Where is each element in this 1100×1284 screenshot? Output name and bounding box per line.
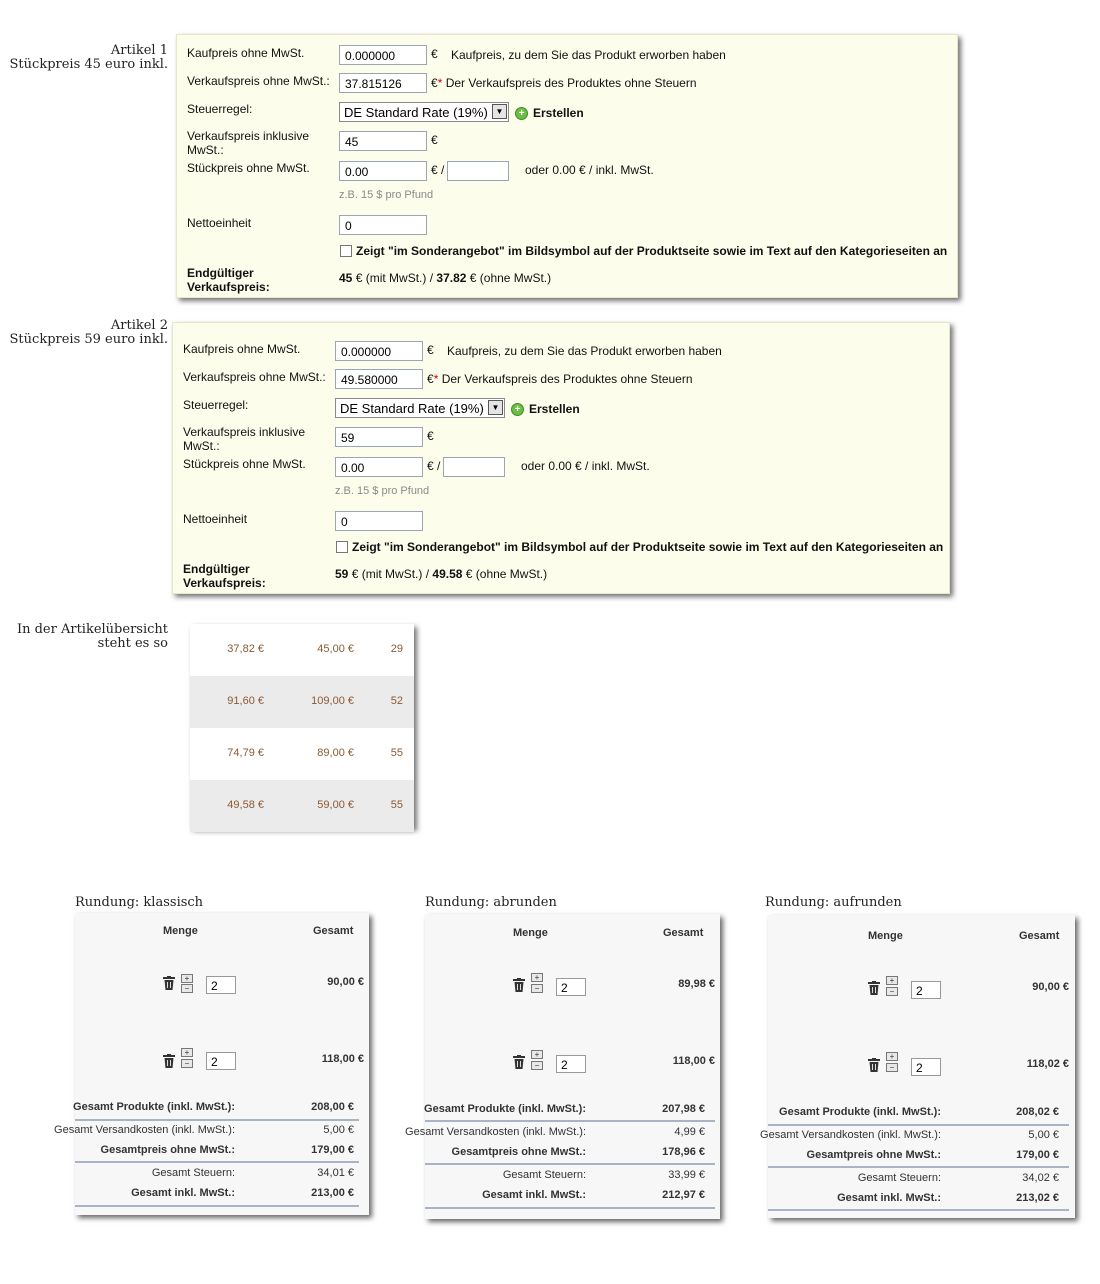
nettoeinheit-label: Nettoeinheit bbox=[187, 216, 252, 230]
cart-3-title: Rundung: aufrunden bbox=[765, 895, 902, 910]
decrease-qty-button[interactable]: − bbox=[886, 987, 898, 996]
stueckpreis-inkl: oder 0.00 € / inkl. MwSt. bbox=[521, 459, 650, 473]
line-total: 118,00 € bbox=[672, 1055, 715, 1067]
vk-inkl-label-line1: Verkaufspreis inklusive bbox=[187, 129, 310, 143]
dropdown-arrow-icon[interactable]: ▼ bbox=[492, 104, 507, 119]
kaufpreis-hint: Kaufpreis, zu dem Sie das Produkt erworben haben bbox=[447, 344, 722, 358]
kaufpreis-label: Kaufpreis ohne MwSt. bbox=[183, 342, 301, 356]
table-row[interactable] bbox=[190, 676, 414, 728]
grand-total-value: 213,02 € bbox=[1016, 1192, 1059, 1204]
stueckpreis-label: Stückpreis ohne MwSt. bbox=[183, 457, 306, 471]
quantity-input[interactable]: 2 bbox=[556, 1055, 586, 1073]
gesamt-header: Gesamt bbox=[1019, 930, 1060, 942]
increase-qty-button[interactable]: + bbox=[886, 1052, 898, 1061]
stueckpreis-label: Stückpreis ohne MwSt. bbox=[187, 161, 310, 175]
final-price-inkl-suffix: € (mit MwSt.) / bbox=[355, 271, 434, 285]
shipping-value: 5,00 € bbox=[323, 1124, 354, 1136]
overview-caption bbox=[0, 623, 168, 651]
increase-qty-button[interactable]: + bbox=[531, 973, 543, 982]
final-price-value bbox=[335, 567, 547, 581]
line-total: 118,02 € bbox=[1026, 1058, 1069, 1070]
gross-price-cell: 109,00 € bbox=[311, 695, 354, 707]
sonderangebot-checkbox[interactable] bbox=[340, 245, 352, 257]
grand-total-value: 212,97 € bbox=[662, 1189, 705, 1201]
article-1-price-panel bbox=[176, 34, 958, 298]
article-1-caption bbox=[0, 44, 168, 72]
net-total-value: 178,96 € bbox=[662, 1146, 705, 1158]
increase-qty-button[interactable]: + bbox=[886, 976, 898, 985]
kaufpreis-hint: Kaufpreis, zu dem Sie das Produkt erworben haben bbox=[451, 48, 726, 62]
final-price-ohne-suffix: € (ohne MwSt.) bbox=[465, 567, 548, 581]
vk-inkl-label bbox=[187, 129, 309, 157]
stueckpreis-separator: € / bbox=[431, 163, 445, 177]
steuerregel-select[interactable] bbox=[339, 102, 509, 122]
shipping-value: 5,00 € bbox=[1028, 1129, 1059, 1141]
add-circle-icon[interactable]: + bbox=[515, 107, 528, 120]
net-total-value: 179,00 € bbox=[1016, 1149, 1059, 1161]
cart-1-panel bbox=[54, 913, 369, 1215]
tax-total-value: 34,01 € bbox=[317, 1167, 354, 1179]
line-total: 118,00 € bbox=[321, 1053, 364, 1065]
vk-inkl-label bbox=[183, 425, 305, 453]
stueckpreis-separator: € / bbox=[427, 459, 441, 473]
dropdown-arrow-icon[interactable]: ▼ bbox=[488, 400, 503, 415]
erstellen-link[interactable]: Erstellen bbox=[529, 402, 580, 416]
article-2-caption-price: Stückpreis 59 euro inkl. bbox=[9, 332, 168, 347]
nettoeinheit-input[interactable]: 0 bbox=[339, 215, 427, 235]
steuerregel-label: Steuerregel: bbox=[187, 102, 253, 116]
final-price-label-line2: Verkaufspreis: bbox=[183, 576, 266, 590]
divider bbox=[768, 1209, 1069, 1211]
tax-total-label: Gesamt Steuern: bbox=[857, 1172, 941, 1184]
net-total-label: Gesamtpreis ohne MwSt.: bbox=[451, 1146, 586, 1158]
decrease-qty-button[interactable]: − bbox=[531, 1061, 543, 1070]
final-price-inkl-suffix: € (mit MwSt.) / bbox=[351, 567, 430, 581]
kaufpreis-label: Kaufpreis ohne MwSt. bbox=[187, 46, 305, 60]
verkaufspreis-hint: Der Verkaufspreis des Produktes ohne Steuern bbox=[441, 372, 693, 386]
final-price-label bbox=[183, 562, 266, 590]
gesamt-header: Gesamt bbox=[663, 927, 704, 939]
vk-inkl-currency: € bbox=[427, 429, 434, 443]
stueckpreis-inkl: oder 0.00 € / inkl. MwSt. bbox=[525, 163, 654, 177]
final-price-inkl: 45 bbox=[339, 271, 353, 285]
stueckpreis-input[interactable]: 0.00 bbox=[335, 457, 423, 477]
table-row[interactable] bbox=[190, 780, 414, 832]
shipping-label: Gesamt Versandkosten (inkl. MwSt.): bbox=[405, 1126, 586, 1138]
nettoeinheit-input[interactable]: 0 bbox=[335, 511, 423, 531]
kaufpreis-input[interactable]: 0.000000 bbox=[339, 45, 427, 65]
final-price-label-line2: Verkaufspreis: bbox=[187, 280, 270, 294]
kaufpreis-currency: € bbox=[431, 47, 438, 61]
net-total-label: Gesamtpreis ohne MwSt.: bbox=[100, 1144, 235, 1156]
final-price-ohne: 49.58 bbox=[432, 567, 463, 581]
article-2-caption-title: Artikel 2 bbox=[110, 318, 168, 333]
line-total: 89,98 € bbox=[678, 978, 715, 990]
stueckpreis-unit-input[interactable] bbox=[447, 161, 509, 181]
trash-icon[interactable] bbox=[163, 1054, 175, 1068]
sonderangebot-label: Zeigt "im Sonderangebot" im Bildsymbol auf der Produktseite sowie im Text auf den Kategorieseiten an bbox=[356, 244, 948, 258]
kaufpreis-currency: € bbox=[427, 343, 434, 357]
verkaufspreis-currency-line bbox=[431, 76, 697, 90]
tax-total-label: Gesamt Steuern: bbox=[502, 1169, 586, 1181]
cart-3-panel bbox=[760, 915, 1075, 1218]
grand-total-label: Gesamt inkl. MwSt.: bbox=[131, 1187, 235, 1199]
vk-inkl-label-line2: MwSt.: bbox=[183, 439, 220, 453]
steuerregel-select[interactable] bbox=[335, 398, 505, 418]
increase-qty-button[interactable]: + bbox=[531, 1050, 543, 1059]
quantity-input[interactable]: 2 bbox=[556, 978, 586, 996]
increase-qty-button[interactable]: + bbox=[181, 1048, 193, 1057]
quantity-input[interactable]: 2 bbox=[206, 1052, 236, 1070]
nettoeinheit-label: Nettoeinheit bbox=[183, 512, 248, 526]
verkaufspreis-hint: Der Verkaufspreis des Produktes ohne Steuern bbox=[445, 76, 697, 90]
required-marker: * bbox=[433, 372, 439, 386]
divider bbox=[768, 1166, 1069, 1168]
increase-qty-button[interactable]: + bbox=[181, 974, 193, 983]
divider bbox=[75, 1161, 359, 1163]
divider bbox=[425, 1163, 715, 1165]
steuerregel-value: DE Standard Rate (19%) bbox=[340, 401, 484, 416]
grand-total-value: 213,00 € bbox=[311, 1187, 354, 1199]
net-price-cell: 74,79 € bbox=[227, 747, 264, 759]
decrease-qty-button[interactable]: − bbox=[886, 1063, 898, 1072]
verkaufspreis-currency: € bbox=[427, 372, 434, 386]
quantity-input[interactable]: 2 bbox=[911, 981, 941, 999]
decrease-qty-button[interactable]: − bbox=[181, 984, 193, 993]
verkaufspreis-label: Verkaufspreis ohne MwSt.: bbox=[183, 370, 326, 384]
final-price-ohne: 37.82 bbox=[436, 271, 467, 285]
overview-caption-line1: In der Artikelübersicht bbox=[16, 622, 168, 637]
cart-2-title: Rundung: abrunden bbox=[425, 895, 557, 910]
gross-price-cell: 45,00 € bbox=[317, 643, 354, 655]
verkaufspreis-currency: € bbox=[431, 76, 438, 90]
vk-inkl-label-line1: Verkaufspreis inklusive bbox=[183, 425, 306, 439]
final-price-value bbox=[339, 271, 551, 285]
divider bbox=[75, 1205, 359, 1207]
shipping-label: Gesamt Versandkosten (inkl. MwSt.): bbox=[54, 1124, 235, 1136]
grand-total-label: Gesamt inkl. MwSt.: bbox=[482, 1189, 586, 1201]
steuerregel-value: DE Standard Rate (19%) bbox=[344, 105, 488, 120]
tax-total-value: 34,02 € bbox=[1022, 1172, 1059, 1184]
final-price-label-line1: Endgültiger bbox=[187, 266, 254, 280]
final-price-inkl: 59 bbox=[335, 567, 349, 581]
cart-2-panel bbox=[405, 914, 720, 1219]
stueckpreis-example: z.B. 15 $ pro Pfund bbox=[335, 485, 430, 497]
products-total-value: 207,98 € bbox=[662, 1103, 705, 1115]
kaufpreis-input[interactable]: 0.000000 bbox=[335, 341, 423, 361]
divider bbox=[425, 1120, 715, 1122]
divider bbox=[425, 1207, 715, 1209]
products-total-label: Gesamt Produkte (inkl. MwSt.): bbox=[73, 1101, 235, 1113]
verkaufspreis-label: Verkaufspreis ohne MwSt.: bbox=[187, 74, 330, 88]
menge-header: Menge bbox=[868, 930, 903, 942]
menge-header: Menge bbox=[163, 925, 198, 937]
article-1-caption-price: Stückpreis 45 euro inkl. bbox=[9, 57, 168, 72]
menge-header: Menge bbox=[513, 927, 548, 939]
stueckpreis-example: z.B. 15 $ pro Pfund bbox=[339, 189, 434, 201]
steuerregel-label: Steuerregel: bbox=[183, 398, 249, 412]
gesamt-header: Gesamt bbox=[313, 925, 354, 937]
verkaufspreis-input[interactable]: 49.580000 bbox=[335, 369, 423, 389]
erstellen-link[interactable]: Erstellen bbox=[533, 106, 584, 120]
quantity-cell: 55 bbox=[390, 747, 403, 759]
final-price-label bbox=[187, 266, 270, 294]
net-price-cell: 37,82 € bbox=[227, 643, 264, 655]
products-total-value: 208,02 € bbox=[1016, 1106, 1059, 1118]
decrease-qty-button[interactable]: − bbox=[181, 1059, 193, 1068]
shipping-label: Gesamt Versandkosten (inkl. MwSt.): bbox=[760, 1129, 941, 1141]
vk-inkl-label-line2: MwSt.: bbox=[187, 143, 224, 157]
required-marker: * bbox=[437, 76, 443, 90]
sonderangebot-label: Zeigt "im Sonderangebot" im Bildsymbol auf der Produktseite sowie im Text auf den Kategorieseiten an bbox=[352, 540, 944, 554]
trash-icon[interactable] bbox=[513, 1055, 525, 1069]
verkaufspreis-currency-line bbox=[427, 372, 693, 386]
products-total-label: Gesamt Produkte (inkl. MwSt.): bbox=[424, 1103, 586, 1115]
gross-price-cell: 89,00 € bbox=[317, 747, 354, 759]
quantity-input[interactable]: 2 bbox=[206, 976, 236, 994]
stueckpreis-input[interactable]: 0.00 bbox=[339, 161, 427, 181]
article-overview-table bbox=[190, 624, 414, 828]
tax-total-value: 33,99 € bbox=[668, 1169, 705, 1181]
article-2-caption bbox=[0, 319, 168, 347]
trash-icon[interactable] bbox=[868, 1058, 880, 1072]
divider bbox=[75, 1119, 359, 1121]
products-total-label: Gesamt Produkte (inkl. MwSt.): bbox=[779, 1106, 941, 1118]
final-price-label-line1: Endgültiger bbox=[183, 562, 250, 576]
quantity-input[interactable]: 2 bbox=[911, 1058, 941, 1076]
final-price-ohne-suffix: € (ohne MwSt.) bbox=[469, 271, 552, 285]
table-row[interactable] bbox=[190, 624, 414, 676]
net-total-label: Gesamtpreis ohne MwSt.: bbox=[806, 1149, 941, 1161]
quantity-cell: 55 bbox=[390, 799, 403, 811]
line-total: 90,00 € bbox=[1032, 981, 1069, 993]
vk-inkl-currency: € bbox=[431, 133, 438, 147]
trash-icon[interactable] bbox=[868, 981, 880, 995]
article-1-caption-title: Artikel 1 bbox=[110, 43, 168, 58]
line-total: 90,00 € bbox=[327, 976, 364, 988]
stueckpreis-unit-input[interactable] bbox=[443, 457, 505, 477]
trash-icon[interactable] bbox=[513, 978, 525, 992]
tax-total-label: Gesamt Steuern: bbox=[151, 1167, 235, 1179]
net-total-value: 179,00 € bbox=[311, 1144, 354, 1156]
grand-total-label: Gesamt inkl. MwSt.: bbox=[837, 1192, 941, 1204]
table-row[interactable] bbox=[190, 728, 414, 780]
overview-caption-line2: steht es so bbox=[97, 636, 168, 651]
net-price-cell: 49,58 € bbox=[227, 799, 264, 811]
quantity-cell: 52 bbox=[390, 695, 403, 707]
shipping-value: 4,99 € bbox=[674, 1126, 705, 1138]
products-total-value: 208,00 € bbox=[311, 1101, 354, 1113]
gross-price-cell: 59,00 € bbox=[317, 799, 354, 811]
sonderangebot-checkbox[interactable] bbox=[336, 541, 348, 553]
net-price-cell: 91,60 € bbox=[227, 695, 264, 707]
quantity-cell: 29 bbox=[390, 643, 403, 655]
vk-inkl-input[interactable]: 45 bbox=[339, 131, 427, 151]
divider bbox=[768, 1124, 1069, 1126]
vk-inkl-input[interactable]: 59 bbox=[335, 427, 423, 447]
article-2-price-panel bbox=[172, 322, 950, 594]
trash-icon[interactable] bbox=[163, 976, 175, 990]
decrease-qty-button[interactable]: − bbox=[531, 984, 543, 993]
add-circle-icon[interactable]: + bbox=[511, 403, 524, 416]
cart-1-title: Rundung: klassisch bbox=[75, 895, 204, 910]
verkaufspreis-input[interactable]: 37.815126 bbox=[339, 73, 427, 93]
